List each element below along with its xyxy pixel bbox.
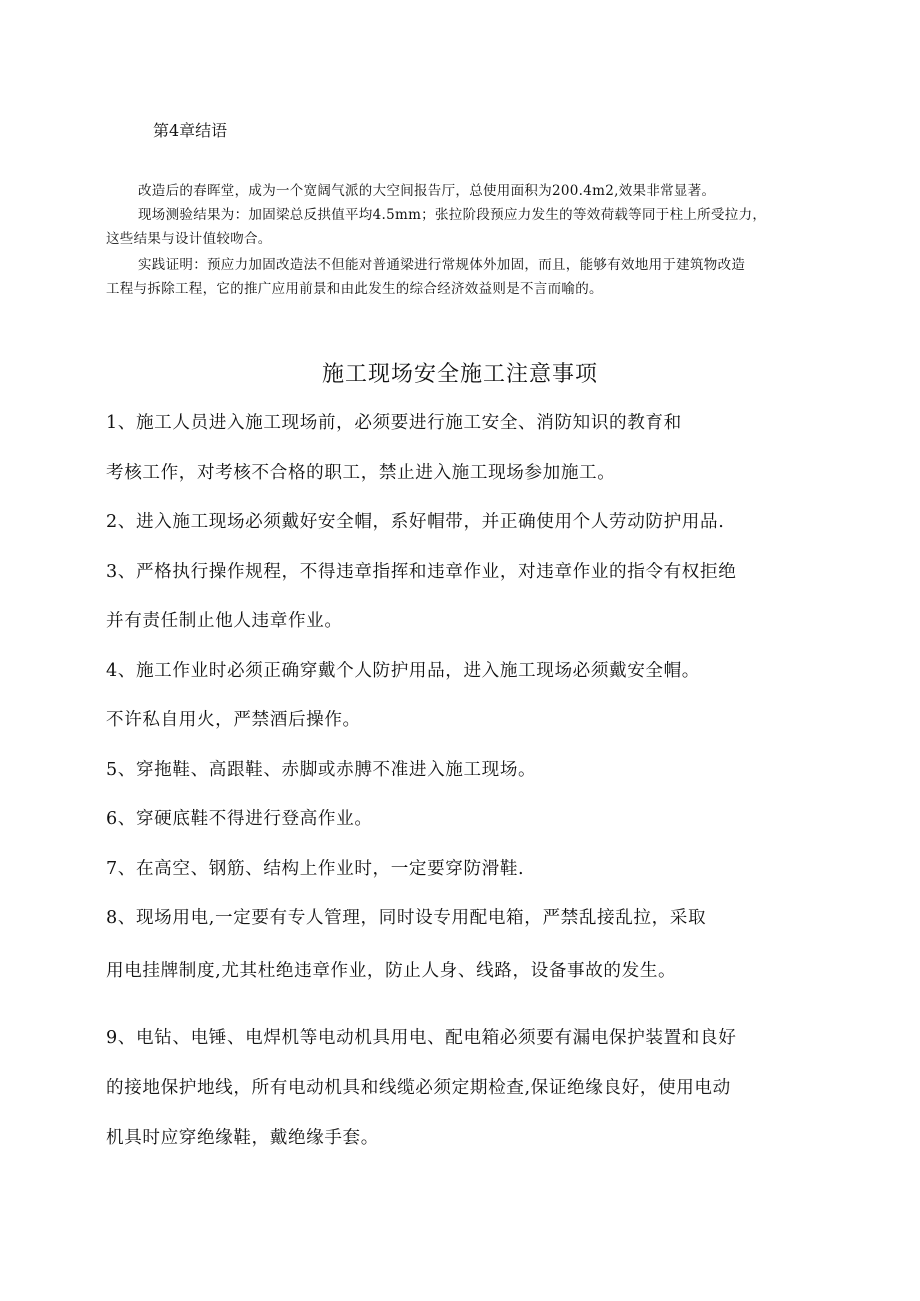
- safety-item-3-line-1: 3、严格执行操作规程，不得违章指挥和违章作业，对违章作业的指令有权拒绝: [106, 562, 737, 582]
- safety-item-1-line-1: 1、施工人员进入施工现场前，必须要进行施工安全、消防知识的教育和: [106, 413, 682, 433]
- safety-item-3-line-2: 并有责任制止他人违章作业。: [106, 611, 343, 631]
- conclusion-paragraph-2-line-2: 这些结果与设计值较吻合。: [106, 231, 272, 247]
- conclusion-paragraph-3-line-1: 实践证明：预应力加固改造法不但能对普通梁进行常规体外加固，而且，能够有效地用于建筑物改造: [138, 257, 746, 273]
- safety-item-9-line-2: 的接地保护地线，所有电动机具和线缆必须定期检查,保证绝缘良好，使用电动: [106, 1078, 731, 1098]
- chapter-heading: 第4章结语: [153, 121, 228, 140]
- safety-item-9-line-1: 9、电钻、电锤、电焊机等电动机具用电、配电箱必须要有漏电保护装置和良好: [106, 1028, 737, 1048]
- safety-item-8-line-2: 用电挂牌制度,尤其杜绝违章作业，防止人身、线路，设备事故的发生。: [106, 961, 677, 981]
- conclusion-paragraph-2-line-1: 现场测验结果为：加固梁总反拱值平均4.5mm；张拉阶段预应力发生的等效荷载等同于柱上所受拉力，: [138, 207, 767, 223]
- safety-item-7: 7、在高空、钢筋、结构上作业时，一定要穿防滑鞋.: [106, 859, 525, 879]
- safety-item-2: 2、进入施工现场必须戴好安全帽，系好帽带，并正确使用个人劳动防护用品.: [106, 512, 725, 532]
- conclusion-paragraph-3-line-2: 工程与拆除工程，它的推广应用前景和由此发生的综合经济效益则是不言而喻的。: [106, 281, 603, 297]
- safety-item-4-line-1: 4、施工作业时必须正确穿戴个人防护用品，进入施工现场必须戴安全帽。: [106, 661, 700, 681]
- safety-item-5: 5、穿拖鞋、高跟鞋、赤脚或赤膊不准进入施工现场。: [106, 760, 537, 780]
- safety-item-9-line-3: 机具时应穿绝缘鞋，戴绝缘手套。: [106, 1128, 379, 1148]
- safety-item-8-line-1: 8、现场用电,一定要有专人管理，同时设专用配电箱，严禁乱接乱拉，采取: [106, 908, 707, 928]
- safety-item-6: 6、穿硬底鞋不得进行登高作业。: [106, 809, 373, 829]
- section-title: 施工现场安全施工注意事项: [321, 362, 598, 387]
- conclusion-paragraph-1: 改造后的春晖堂，成为一个宽阔气派的大空间报告厅，总使用面积为200.4m2,效果非常显著。: [138, 183, 716, 199]
- safety-item-1-line-2: 考核工作，对考核不合格的职工，禁止进入施工现场参加施工。: [106, 463, 616, 483]
- safety-item-4-line-2: 不许私自用火，严禁酒后操作。: [106, 710, 361, 730]
